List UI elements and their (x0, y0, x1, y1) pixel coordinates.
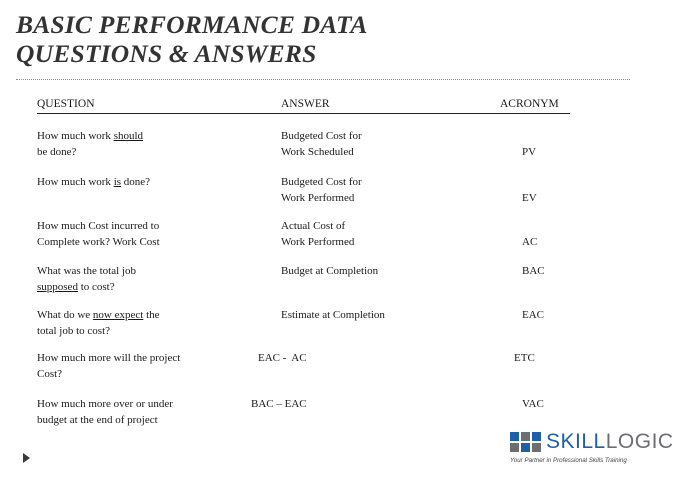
bullet-arrow-icon (23, 453, 30, 463)
header-answer: ANSWER (255, 97, 500, 114)
slide-title (16, 10, 368, 68)
row-4-acronym: BAC (522, 265, 545, 277)
row-2-acronym: EV (522, 192, 537, 204)
row-3-acronym: AC (522, 236, 538, 248)
title-divider (16, 79, 630, 80)
row-5-question: What do we now expect the total job to cost? (37, 309, 160, 337)
logo-square-icon (510, 443, 519, 452)
row-5-answer: Estimate at Completion (281, 309, 385, 321)
row-7-acronym: VAC (522, 398, 544, 410)
row-5-acronym: EAC (522, 309, 544, 321)
row-3-answer: Actual Cost of Work Performed (281, 220, 355, 248)
row-1-acronym: PV (522, 146, 537, 158)
logo-square-icon (521, 432, 530, 441)
row-1-answer: Budgeted Cost for Work Scheduled (281, 130, 362, 158)
logo-square-icon (532, 443, 541, 452)
row-7-question: How much more over or under budget at the end of project (37, 398, 173, 426)
row-6-acronym: ETC (514, 352, 535, 364)
row-4-answer: Budget at Completion (281, 265, 379, 277)
row-3-question: How much Cost incurred to Complete work? Work Cost (37, 220, 160, 248)
row-7-answer: BAC – EAC (251, 398, 307, 410)
row-2-answer: Budgeted Cost for Work Performed (281, 176, 362, 204)
title-line-2: QUESTIONS & ANSWERS (16, 39, 317, 68)
title-line-1: BASIC PERFORMANCE DATA (16, 10, 368, 39)
header-acronym: ACRONYM (500, 97, 570, 114)
logo-square-icon (510, 432, 519, 441)
row-6-question: How much more will the project Cost? (37, 352, 181, 380)
logo-tagline: Your Partner in Professional Skills Training (510, 457, 627, 464)
header-question: QUESTION (37, 97, 255, 114)
row-2-question: How much work is done? (37, 176, 151, 188)
skillogic-logo (510, 430, 674, 470)
logo-wordmark: SKILLLOGIC (546, 430, 674, 453)
logo-square-icon (532, 432, 541, 441)
row-4-question: What was the total job supposed to cost? (37, 265, 136, 293)
logo-square-icon (521, 443, 530, 452)
row-1-question: How much work should be done? (37, 130, 144, 158)
row-6-answer: EAC - AC (258, 352, 307, 364)
